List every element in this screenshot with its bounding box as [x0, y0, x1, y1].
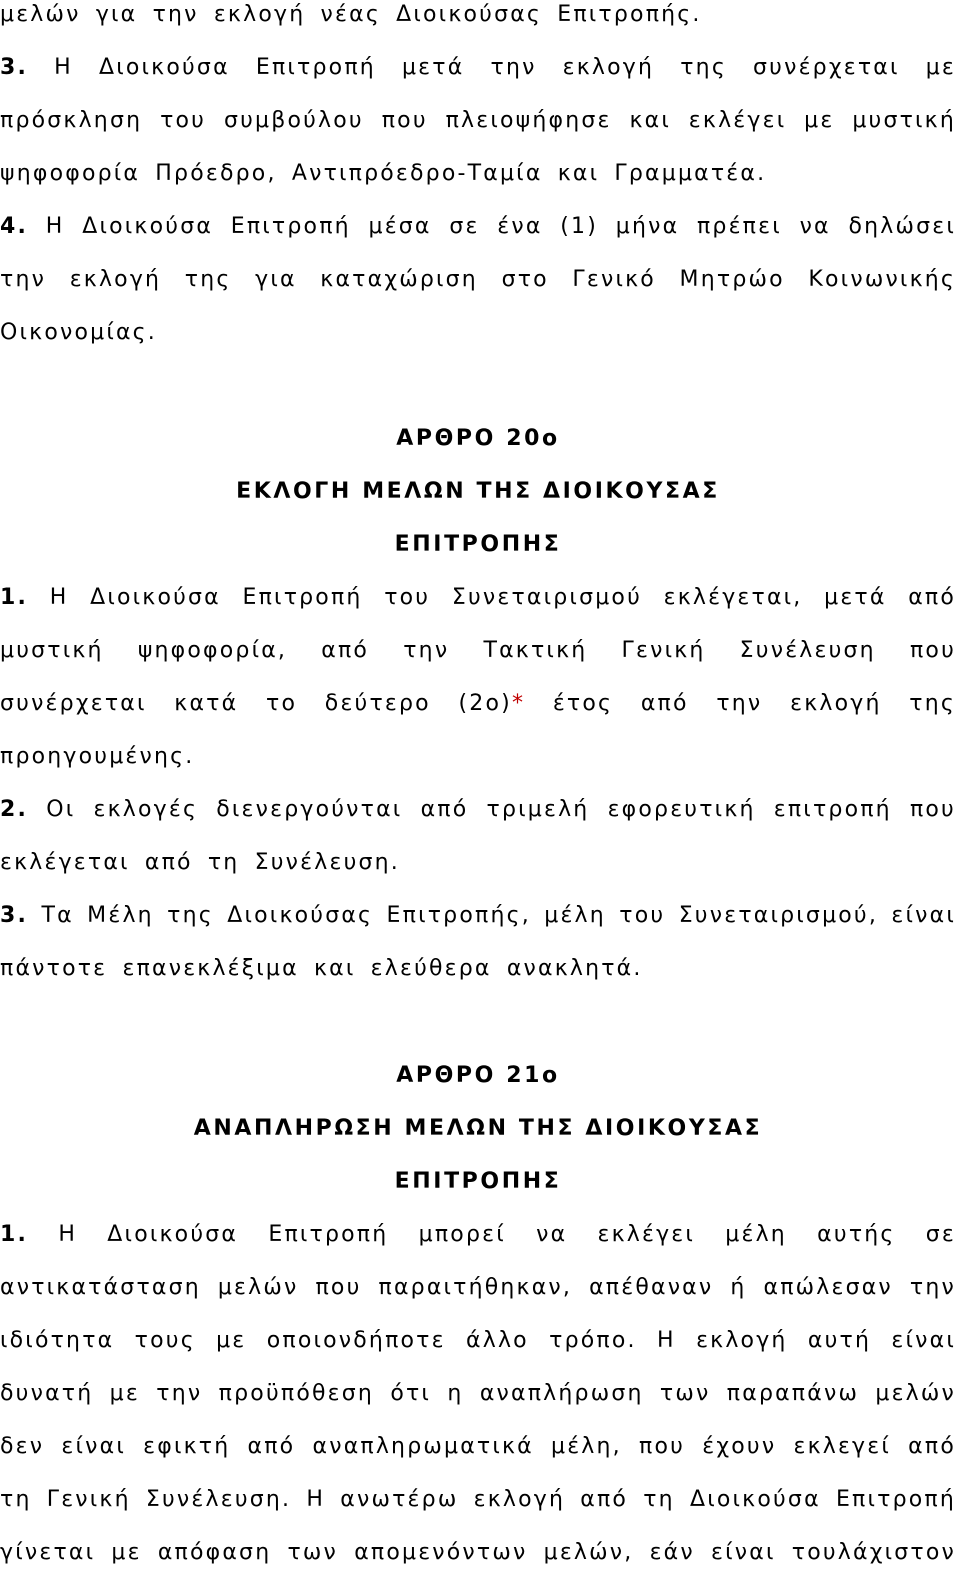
paragraph-4-line	[0, 212, 956, 265]
article-21-paragraph-1-line	[0, 1220, 956, 1273]
line-text: ιδιότητα τους με οποιονδήποτε άλλο τρόπο. Η εκλογή αυτή είναι	[0, 1328, 956, 1353]
line-text: Η Διοικούσα Επιτροπή μετά την εκλογή της συνέρχεται με	[28, 55, 956, 80]
text-line	[0, 1538, 956, 1591]
article-20-paragraph-2-line	[0, 795, 956, 848]
footnote-asterisk: *	[511, 691, 526, 716]
line-text: ψηφοφορία Πρόεδρο, Αντιπρόεδρο-Ταμία και Γραμματέα.	[0, 161, 767, 186]
article-21-title: ΑΡΘΡΟ 21ο	[396, 1063, 560, 1088]
line-text: Η Διοικούσα Επιτροπή μέσα σε ένα (1) μήνα πρέπει να δηλώσει	[28, 214, 956, 239]
text-line	[0, 1273, 956, 1326]
line-text: μυστική ψηφοφορία, από την Τακτική Γενική Συνέλευση που	[0, 638, 956, 663]
article-20-subtitle: ΕΚΛΟΓΗ ΜΕΛΩΝ ΤΗΣ ΔΙΟΙΚΟΥΣΑΣ	[236, 479, 720, 504]
line-text: τη Γενική Συνέλευση. Η ανωτέρω εκλογή από τη Διοικούσα Επιτροπή	[0, 1487, 956, 1512]
text-line	[0, 1432, 956, 1485]
paragraph-number: 2.	[0, 797, 29, 822]
article-21-subtitle-continued: ΕΠΙΤΡΟΠΗΣ	[394, 1169, 562, 1194]
line-text: συνέρχεται κατά το δεύτερο (2ο)	[0, 691, 512, 716]
paragraph-number: 3.	[0, 903, 29, 928]
text-line	[0, 159, 956, 212]
line-text: Οι εκλογές διενεργούνται από τριμελή εφορευτική επιτροπή που	[28, 797, 956, 822]
text-line	[0, 318, 956, 371]
paragraph-3-line	[0, 53, 956, 106]
text-line	[0, 742, 956, 795]
line-text: Οικονομίας.	[0, 320, 157, 345]
line-text: προηγουμένης.	[0, 744, 195, 769]
text-line	[0, 689, 956, 742]
line-text: πάντοτε επανεκλέξιμα και ελεύθερα ανακλητά.	[0, 956, 643, 981]
line-text: την εκλογή της για καταχώριση στο Γενικό Μητρώο Κοινωνικής	[0, 267, 956, 292]
text-line	[0, 1485, 956, 1538]
line-text: γίνεται με απόφαση των απομενόντων μελών, εάν είναι τουλάχιστον	[0, 1540, 956, 1565]
text-line	[0, 848, 956, 901]
text-line	[0, 636, 956, 689]
line-text: δεν είναι εφικτή από αναπληρωματικά μέλη, που έχουν εκλεγεί από	[0, 1434, 956, 1459]
line-text: έτος από την εκλογή της	[525, 691, 956, 716]
text-line	[0, 954, 956, 1007]
text-line	[0, 265, 956, 318]
article-20-title: ΑΡΘΡΟ 20ο	[396, 426, 560, 451]
line-text: πρόσκληση του συμβούλου που πλειοψήφησε και εκλέγει με μυστική	[0, 108, 956, 133]
line-text: αντικατάσταση μελών που παραιτήθηκαν, απέθαναν ή απώλεσαν την	[0, 1275, 956, 1300]
line-text: δυνατή με την προϋπόθεση ότι η αναπλήρωση των παραπάνω μελών	[0, 1381, 956, 1406]
line-text: μελών για την εκλογή νέας Διοικούσας Επιτροπής.	[0, 2, 702, 27]
line-text: Η Διοικούσα Επιτροπή μπορεί να εκλέγει μέλη αυτής σε	[28, 1222, 956, 1247]
text-line	[0, 1379, 956, 1432]
article-20-subtitle-continued: ΕΠΙΤΡΟΠΗΣ	[394, 532, 562, 557]
line-text: Η Διοικούσα Επιτροπή του Συνεταιρισμού εκλέγεται, μετά από	[28, 585, 956, 610]
line-text: εκλέγεται από τη Συνέλευση.	[0, 850, 400, 875]
text-line	[0, 106, 956, 159]
paragraph-number: 1.	[0, 585, 29, 610]
article-21-subtitle: ΑΝΑΠΛΗΡΩΣΗ ΜΕΛΩΝ ΤΗΣ ΔΙΟΙΚΟΥΣΑΣ	[193, 1116, 763, 1141]
line-text: Τα Μέλη της Διοικούσας Επιτροπής, μέλη του Συνεταιρισμού, είναι	[28, 903, 956, 928]
text-line	[0, 0, 956, 53]
article-20-paragraph-3-line	[0, 901, 956, 954]
paragraph-number: 1.	[0, 1222, 29, 1247]
text-line	[0, 1326, 956, 1379]
article-20-paragraph-1-line	[0, 583, 956, 636]
paragraph-number: 4.	[0, 214, 29, 239]
paragraph-number: 3.	[0, 55, 29, 80]
